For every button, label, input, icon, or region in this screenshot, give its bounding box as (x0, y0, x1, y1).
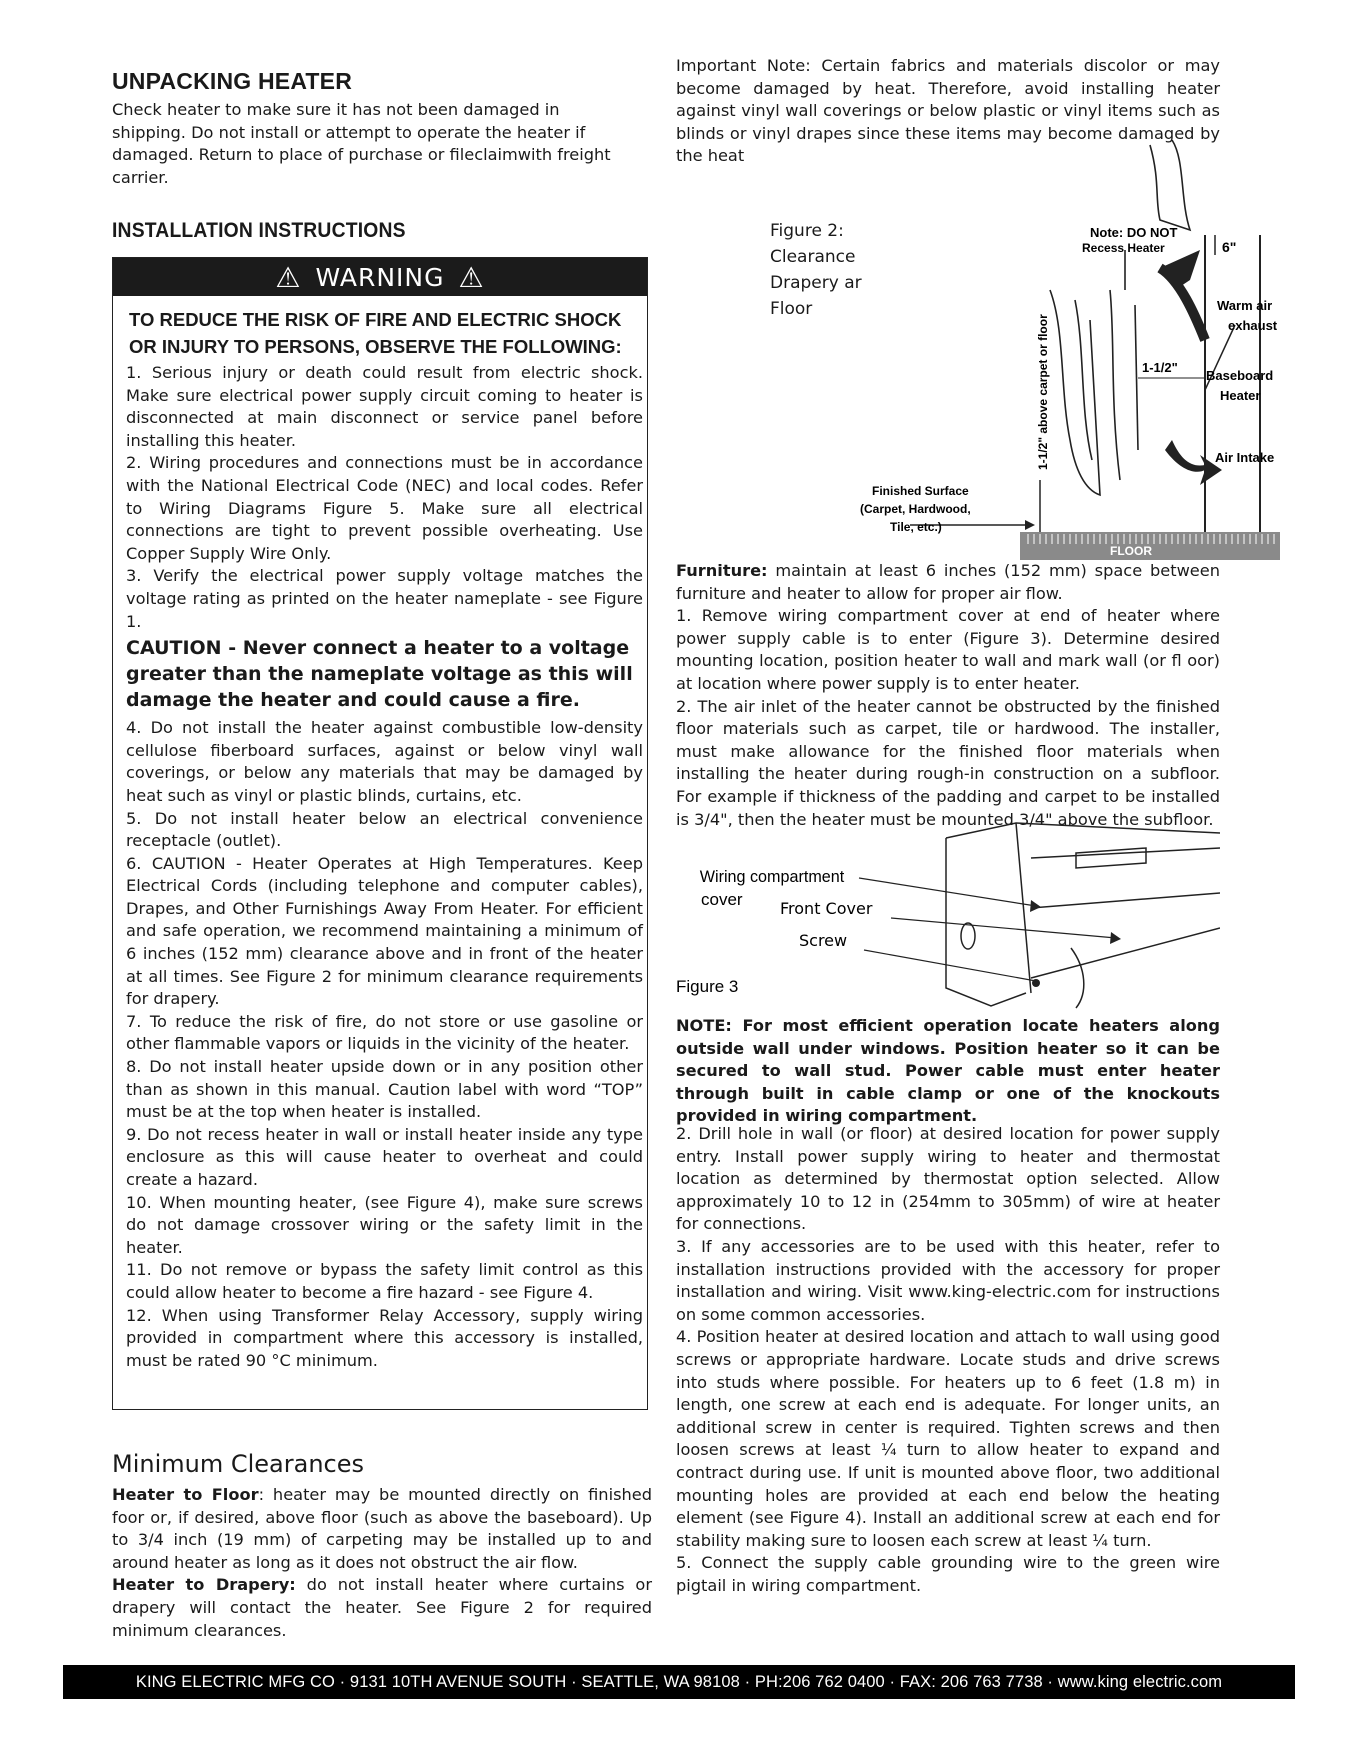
figure2-caption-line: Clearance (770, 247, 856, 267)
unpacking-heading: UNPACKING HEATER (112, 68, 353, 94)
fig2-fin3: Tile, etc.) (890, 520, 942, 534)
heater-end-drawing (946, 823, 1220, 1008)
furniture-label: Furniture: (676, 561, 768, 580)
drapery-text: do not install heater where curtains or drapery will contact the heater. See Figure 2 for required minimum clearances. (112, 1575, 652, 1640)
step-low: 2. Drill hole in wall (or floor) at desired location for power supply entry. Install power supply wiring to heater and thermostat location as determined by thermostat option selected. Allow approximately 10 to 12 in (254mm to 305mm) of wire at heater for connections. (676, 1124, 1220, 1234)
warning-item: 8. Do not install heater upside down or in any position other than as shown in this manual. Caution label with word “TOP” must be at the top when heater is installed. (126, 1057, 643, 1122)
curtain-drawing (1050, 140, 1190, 495)
fig2-note2: Recess Heater (1082, 241, 1165, 255)
fig3-caption: Figure 3 (676, 977, 739, 996)
warning-item: 12. When using Transformer Relay Accessory, supply wiring provided in compartment where this accessory is installed, must be rated 90 °C minimum. (126, 1305, 643, 1370)
warning-bar (113, 258, 647, 296)
figure2-caption-line: Figure 2: (770, 221, 844, 241)
fig3-screw: Screw (799, 931, 848, 950)
fig2-base2: Heater (1220, 388, 1261, 403)
fig3-front: Front Cover (780, 899, 873, 918)
air-intake-arrow (1165, 440, 1222, 485)
fig2-floor: FLOOR (1110, 544, 1152, 558)
floor-label: Heater to Floor (112, 1485, 259, 1504)
warning-box (112, 257, 648, 1410)
floor-paragraph (112, 1484, 652, 1574)
warning-body (126, 362, 643, 1372)
fig2-vertical: 1-1/2" above carpet or floor (1036, 314, 1050, 470)
warning-title-line: OR INJURY TO PERSONS, OBSERVE THE FOLLOWING: (129, 336, 622, 357)
fig3-wiring2: cover (701, 890, 743, 909)
figure2-caption-line: Drapery ar (770, 273, 862, 293)
warning-item: 6. CAUTION - Heater Operates at High Temperatures. Keep Electrical Cords (including telephone and computer cables), Drapes, and Other Furnishings Away From Heater. For efficient and safe operation, we recommend maintaining a minimum of 6 inches (152 mm) clearance above and in front of the heater at all times. See Figure 2 for minimum clearance requirements for drapery. (126, 853, 643, 1009)
clearances-heading: Minimum Clearances (112, 1450, 364, 1478)
fig2-fin2: (Carpet, Hardwood, (860, 502, 971, 516)
step-2a: 2. The air inlet of the heater cannot be obstructed by the finished floor materials such as carpet, tile or hardwood. The installer, must make allowance for the finished floor materials when installing the heater during rough-in construction on a subfloor. For example if thickness of the padding and carpet to be installed is 3/4", then the heater must be mounted 3/4" above the subfloor. (676, 696, 1220, 829)
step-low: 4. Position heater at desired location and attach to wall using good screws or appropriate hardware. Locate studs and drive screws into studs where possible. For heaters up to 6 feet (1.8 m) in length, one screw at each end is adequate. For longer units, an additional screw in center is required. Tighten screws and then loosen screws at least ¼ turn to allow heater to expand and contract during use. If unit is mounted above floor, two additional mounting holes are provided at each end below the heating element (see Figure 4). Install an additional screw at each end for stability making sure to loosen each screw at least ¼ turn. (676, 1327, 1220, 1550)
footer-bar: KING ELECTRIC MFG CO · 9131 10TH AVENUE SOUTH · SEATTLE, WA 98108 · PH:206 762 0400 · FAX: 206 763 7738 · www.king electric.com (63, 1665, 1295, 1699)
figure2-diagram (860, 140, 1280, 562)
warning-triangle-icon: ⚠ (275, 260, 302, 294)
note-paragraph: NOTE: For most efficient operation locate heaters along outside wall under windows. Position heater so it can be secured to wall stud. Power cable must enter heater through built in cable clamp or one of the knockouts provided in wiring compartment. (676, 1016, 1220, 1126)
warning-triangle-icon: ⚠ (458, 260, 485, 294)
fig2-warm2: exhaust (1228, 318, 1278, 333)
fig2-note: Note: DO NOT (1090, 225, 1178, 240)
warning-item: 7. To reduce the risk of fire, do not store or use gasoline or other flammable vapors or liquids in the vicinity of the heater. (126, 1011, 643, 1054)
warning-item: 4. Do not install the heater against combustible low-density cellulose fiberboard surfaces, against or below vinyl wall coverings, or below any materials that may be damaged by heat such as vinyl or plastic blinds, curtains, etc. (126, 718, 643, 805)
fig2-fin1: Finished Surface (872, 484, 969, 498)
figure2-caption-line: Floor (770, 299, 813, 319)
warning-item: 3. Verify the electrical power supply voltage matches the voltage rating as printed on the heater nameplate - see Figure 1. (126, 566, 643, 631)
step-low: 3. If any accessories are to be used with this heater, refer to installation instructions provided with the accessory for proper installation and wiring. Visit www.king-electric.com for instructions on some common accessories. (676, 1236, 1220, 1324)
right-middle-text (676, 560, 1220, 831)
furniture-text: maintain at least 6 inches (152 mm) space between furniture and heater to allow for proper air flow. (676, 561, 1220, 603)
important-note: Important Note: Certain fabrics and materials discolor or may become damaged by heat. Therefore, avoid installing heater against vinyl wall coverings or below plastic or vinyl items such as blinds or vinyl drapes since these items may become damaged by the heat (676, 56, 1220, 166)
clearances-body (112, 1484, 652, 1642)
fig2-intake: Air Intake (1215, 450, 1275, 465)
installation-heading: INSTALLATION INSTRUCTIONS (112, 219, 406, 242)
warning-item: 10. When mounting heater, (see Figure 4), make sure screws do not damage crossover wiring or the safety limit in the heater. (126, 1192, 643, 1257)
furniture-paragraph (676, 560, 1220, 605)
fig2-warm1: Warm air (1217, 298, 1273, 313)
floor-text: : heater may be mounted directly on finished foor or, if desired, above floor (such as above the baseboard). Up to 3/4 inch (19 mm) of carpeting may be installed up to and around heater as long as it does not obstruct the air flow. (112, 1485, 652, 1572)
caution-text: CAUTION - Never connect a heater to a voltage greater than the nameplate voltage as this will damage the heater and could cause a fire. (126, 637, 633, 712)
warning-title (129, 306, 639, 360)
fig2-inch: 1-1/2" (1142, 360, 1178, 375)
step-low: 5. Connect the supply cable grounding wire to the green wire pigtail in wiring compartment. (676, 1553, 1220, 1595)
warning-item: 9. Do not recess heater in wall or install heater inside any type enclosure as this will cause heater to overheat and could create a hazard. (126, 1124, 643, 1189)
fig2-base1: Baseboard (1206, 368, 1274, 383)
drapery-label: Heater to Drapery: (112, 1575, 296, 1595)
warning-item: 2. Wiring procedures and connections must be in accordance with the National Electrical Code (NEC) and local codes. Refer to Wiring Diagrams Figure 5. Make sure all electrical connections are tight to prevent possible overheating. Use Copper Supply Wire Only. (126, 453, 643, 563)
warning-title-line: TO REDUCE THE RISK OF FIRE AND ELECTRIC SHOCK (129, 309, 622, 330)
figure3-diagram (676, 818, 1220, 1013)
warning-item: 11. Do not remove or bypass the safety limit control as this could allow heater to become a fire hazard - see Figure 4. (126, 1260, 643, 1302)
warning-item: 5. Do not install heater below an electrical convenience receptacle (outlet). (126, 808, 643, 851)
step-1: 1. Remove wiring compartment cover at end of heater where power supply cable is to enter (Figure 3). Determine desired mounting location, position heater to wall and mark wall (or fl oor) at location where power supply is to enter heater. (676, 606, 1220, 693)
warning-item: 1. Serious injury or death could result from electric shock. Make sure electrical power supply circuit coming to heater is disconnected at main disconnect or service panel before installing this heater. (126, 363, 643, 450)
drapery-paragraph (112, 1574, 652, 1642)
right-lower-steps (676, 1123, 1220, 1597)
warning-label: WARNING (315, 262, 445, 292)
fig2-six: 6" (1222, 239, 1237, 255)
unpacking-text: Check heater to make sure it has not been damaged in shipping. Do not install or attempt to operate the heater if damaged. Return to place of purchase or fileclaimwith freight carrier. (112, 100, 611, 187)
figure2-caption (770, 218, 862, 322)
fig3-wiring1: Wiring compartment (699, 866, 845, 887)
